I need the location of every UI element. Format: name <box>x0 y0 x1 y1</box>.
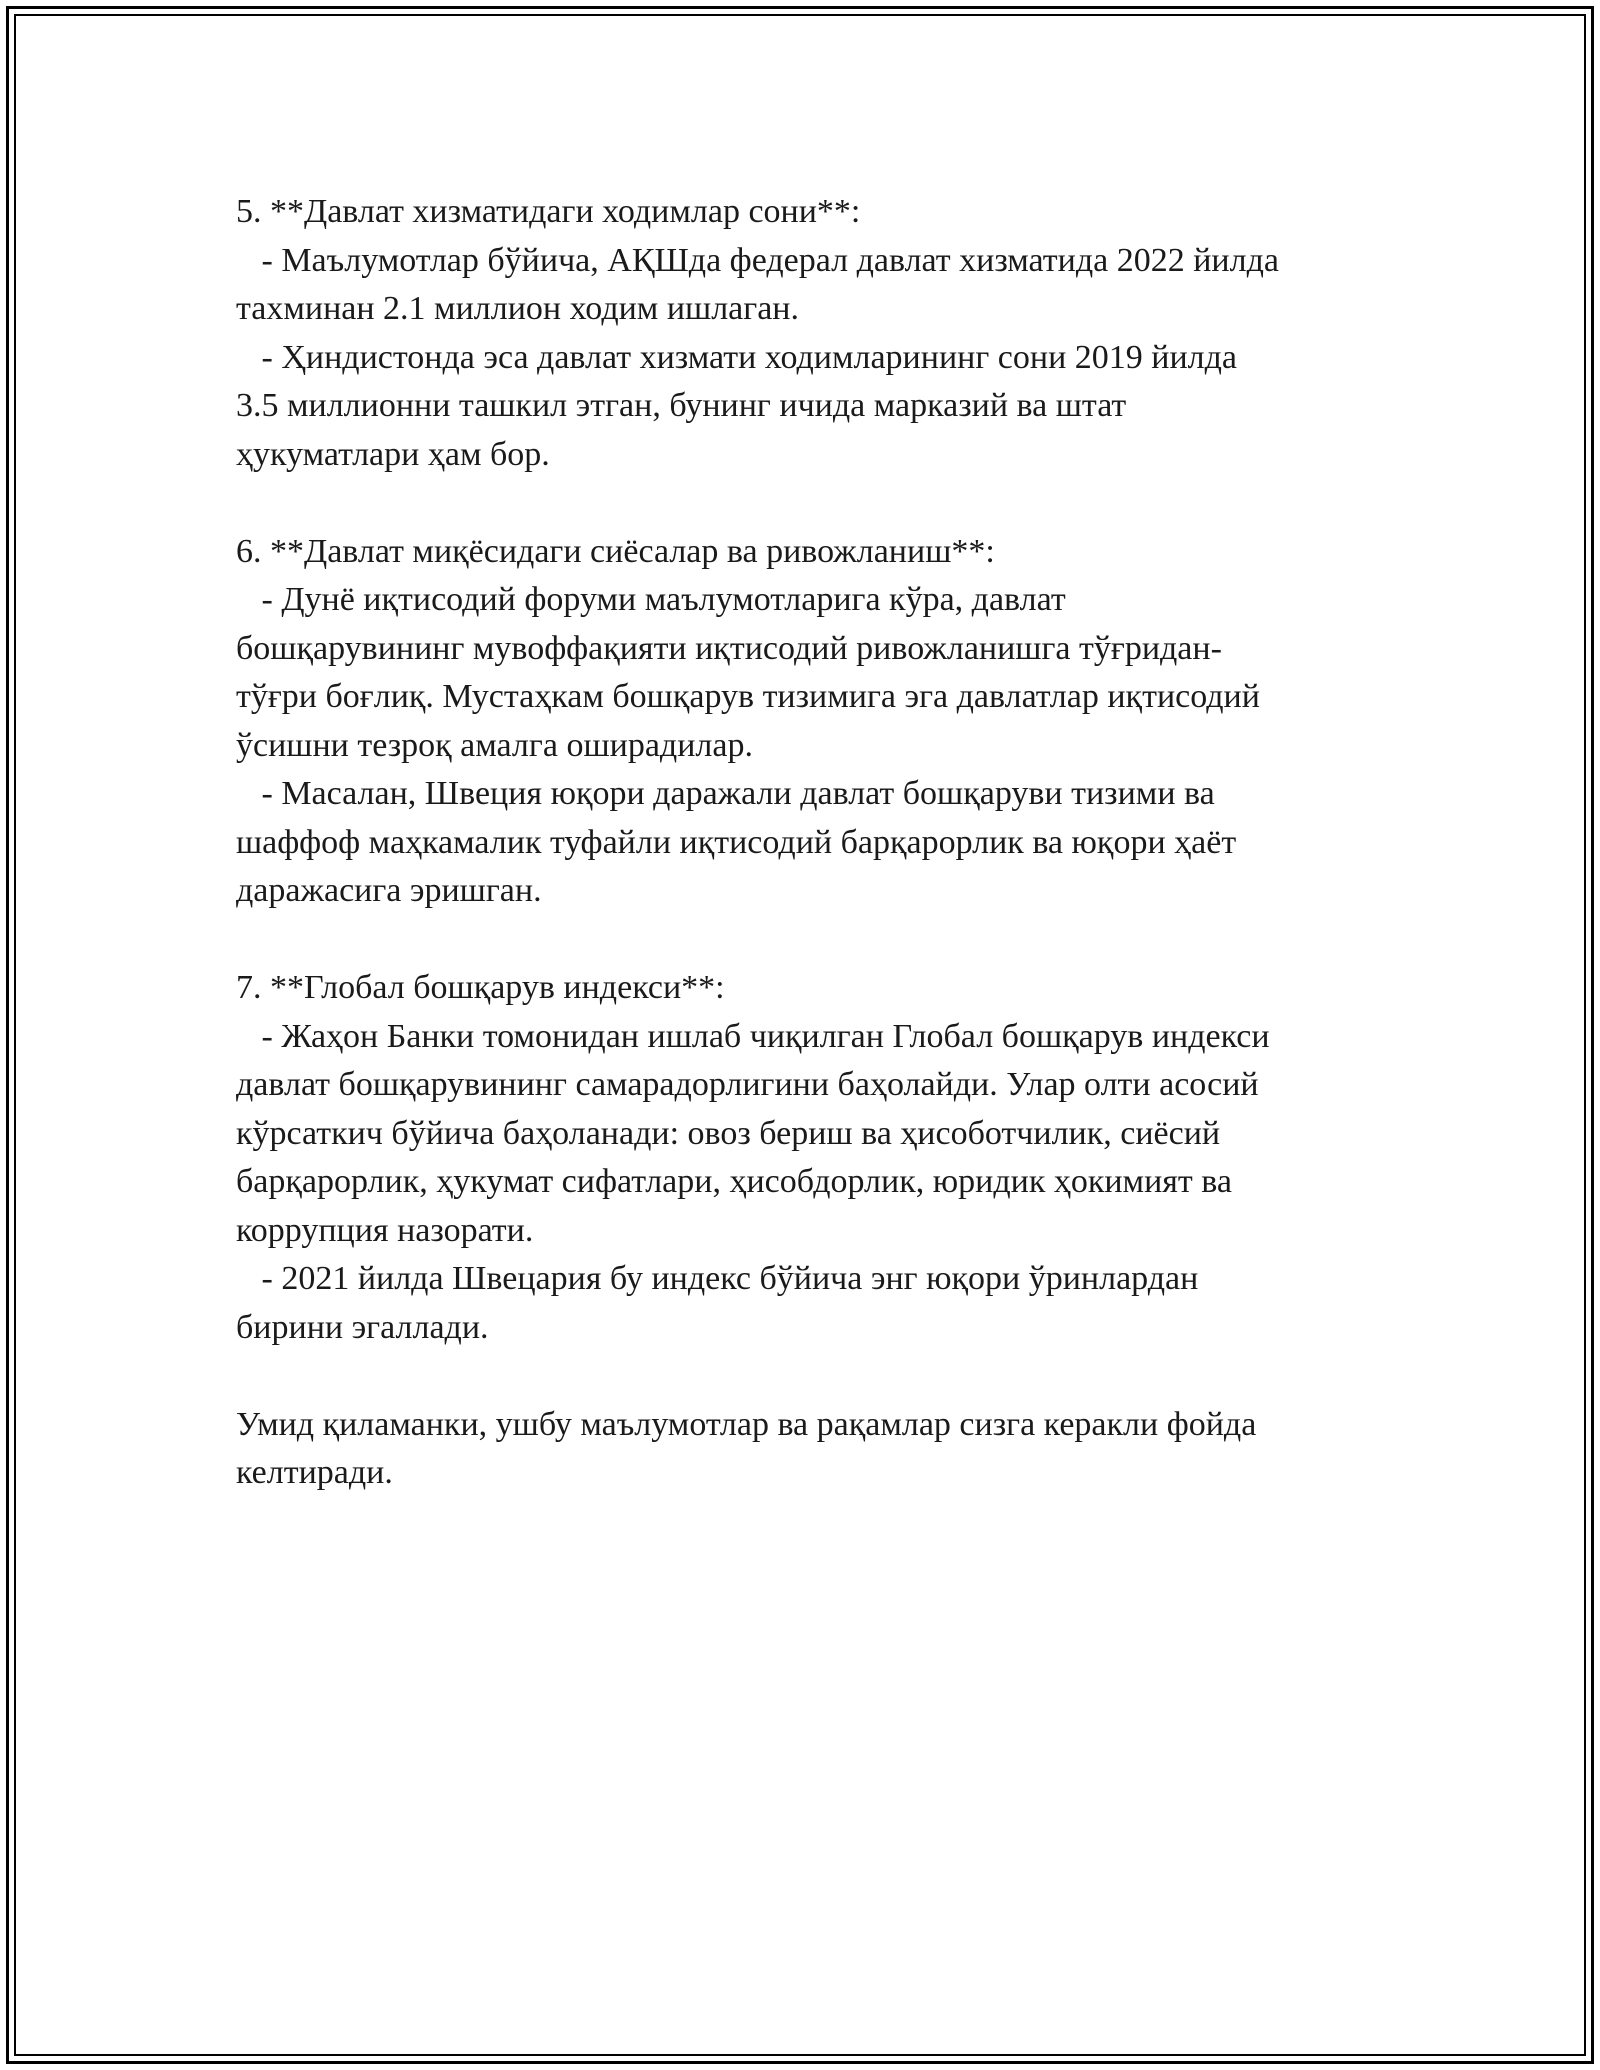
bullet-line: бошқарувининг мувоффақияти иқтисодий ривожланишга тўғридан- <box>236 629 1222 667</box>
bullet-line: - Ҳиндистонда эса давлат хизмати ходимларининг сони 2019 йилда <box>236 338 1238 376</box>
bullet-line: ҳукуматлари ҳам бор. <box>236 435 550 473</box>
paragraph-spacer <box>236 479 1416 528</box>
bullet-line: кўрсаткич бўйича баҳоланади: овоз бериш ва ҳисоботчилик, сиёсий <box>236 1114 1221 1152</box>
paragraph-spacer <box>236 1352 1416 1401</box>
closing-line: келтиради. <box>236 1454 393 1491</box>
closing-line: Умид қиламанки, ушбу маълумотлар ва рақамлар сизга керакли фойда <box>236 1405 1257 1443</box>
bullet-line: давлат бошқарувининг самарадорлигини баҳолайди. Улар олти асосий <box>236 1066 1259 1103</box>
document-body <box>236 188 1416 1498</box>
paragraph-spacer <box>236 916 1416 965</box>
closing-paragraph <box>236 1401 1416 1498</box>
bullet-item <box>236 576 1416 770</box>
section-heading: 6. **Давлат миқёсидаги сиёсалар ва ривожланиш**: <box>236 532 995 570</box>
section-7 <box>236 964 1416 1352</box>
section-heading: 7. **Глобал бошқарув индекси**: <box>236 969 725 1006</box>
bullet-line: - Масалан, Швеция юқори даражали давлат бошқаруви тизими ва <box>236 775 1215 812</box>
bullet-line: тахминан 2.1 миллион ходим ишлаган. <box>236 290 799 327</box>
bullet-line: - Маълумотлар бўйича, АҚШда федерал давлат хизматида 2022 йилда <box>236 241 1279 279</box>
bullet-line: даражасига эришган. <box>236 872 542 909</box>
section-6 <box>236 528 1416 916</box>
bullet-line: бирини эгаллади. <box>236 1308 489 1346</box>
bullet-item <box>236 1255 1416 1352</box>
bullet-line: - Дунё иқтисодий форуми маълумотларига кўра, давлат <box>236 581 1066 618</box>
bullet-line: шаффоф маҳкамалик туфайли иқтисодий барқарорлик ва юқори ҳаёт <box>236 823 1237 861</box>
bullet-item <box>236 1013 1416 1256</box>
section-5 <box>236 188 1416 479</box>
bullet-line: тўғри боғлиқ. Мустаҳкам бошқарув тизимига эга давлатлар иқтисодий <box>236 678 1260 715</box>
bullet-line: коррупция назорати. <box>236 1211 534 1249</box>
bullet-item <box>236 237 1416 334</box>
bullet-line: - 2021 йилда Швецария бу индекс бўйича энг юқори ўринлардан <box>236 1260 1199 1297</box>
section-heading: 5. **Давлат хизматидаги ходимлар сони**: <box>236 193 861 230</box>
bullet-line: 3.5 миллионни ташкил этган, бунинг ичида марказий ва штат <box>236 387 1127 424</box>
bullet-item <box>236 770 1416 916</box>
bullet-line: - Жаҳон Банки томонидан ишлаб чиқилган Глобал бошқарув индекси <box>236 1017 1270 1055</box>
bullet-line: ўсишни тезроқ амалга оширадилар. <box>236 726 753 764</box>
bullet-item <box>236 334 1416 480</box>
bullet-line: барқарорлик, ҳукумат сифатлари, ҳисобдорлик, юридик ҳокимият ва <box>236 1163 1232 1200</box>
